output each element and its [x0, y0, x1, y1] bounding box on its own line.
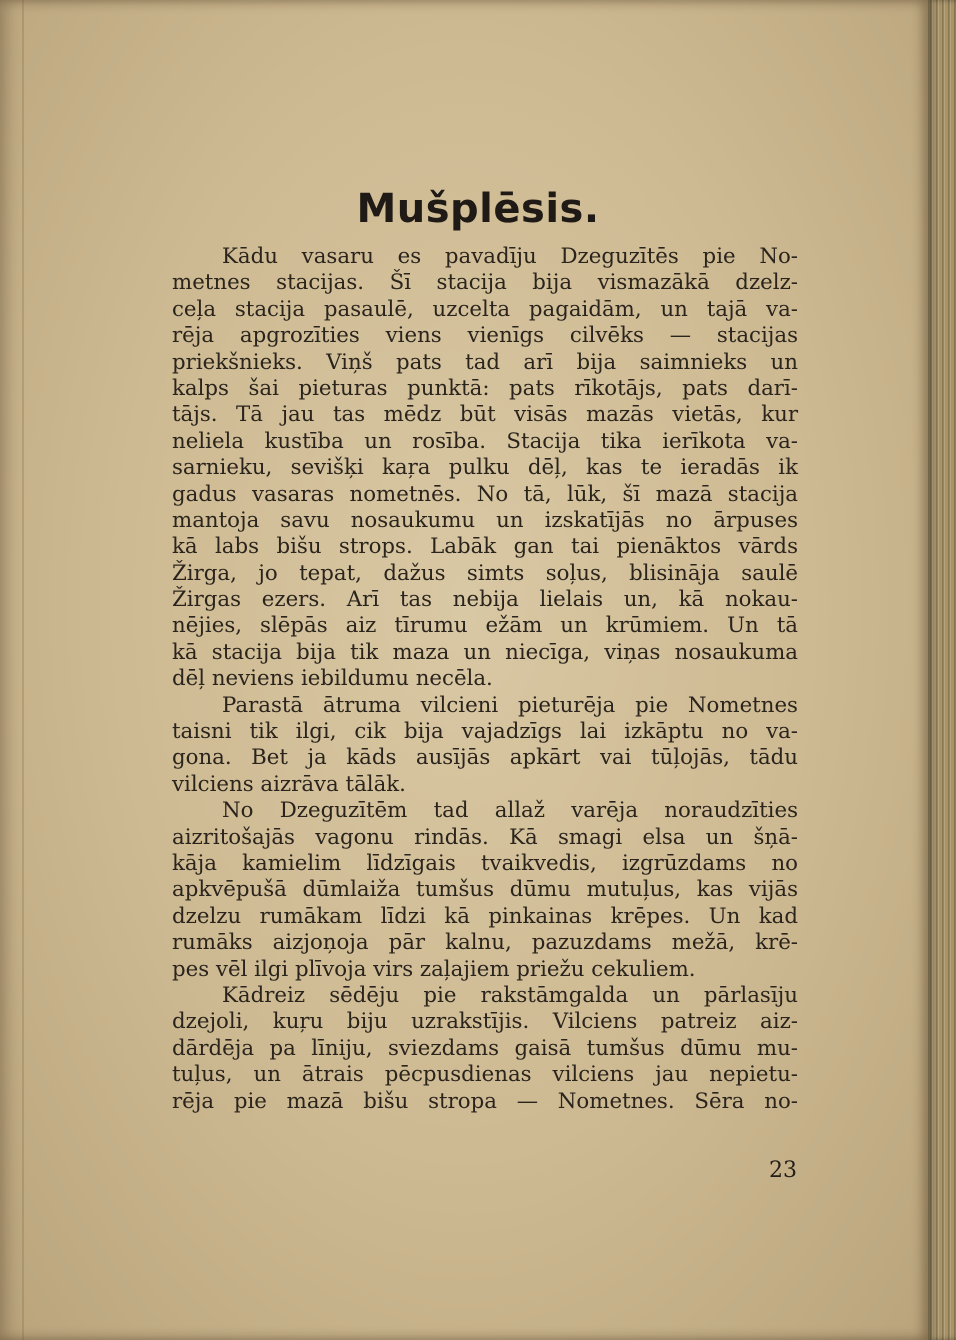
text-line: taisni tik ilgi, cik bija vajadzīgs lai izkāptu no va- — [172, 719, 798, 745]
text-line: kāja kamielim līdzīgais tvaikvedis, izgrūzdams no — [172, 850, 798, 876]
text-line: rēja apgrozīties viens vienīgs cilvēks — stacijas — [172, 323, 798, 349]
text-line: gona. Bet ja kāds ausījās apkārt vai tūļojās, tādu — [172, 745, 798, 771]
body-text — [172, 244, 798, 1115]
text-line: vilciens aizrāva tālāk. — [172, 771, 406, 797]
text-line: kalps šai pieturas punktā: pats rīkotājs, pats darī- — [172, 375, 798, 401]
text-line: No Dzeguzītēm tad allaž varēja noraudzīties — [222, 798, 798, 824]
text-line: nējies, slēpās aiz tīrumu ežām un krūmiem. Un tā — [172, 613, 798, 639]
text-line: Kādu vasaru es pavadīju Dzeguzītēs pie No- — [222, 244, 798, 269]
text-line: dzelzu rumākam līdzi kā pinkainas krēpes. Un kad — [172, 903, 798, 929]
text-line: dārdēja pa līniju, sviezdams gaisā tumšus dūmu mu- — [172, 1035, 798, 1061]
text-line: rumāks aizjoņoja pār kalnu, pazuzdams mežā, krē- — [172, 930, 798, 956]
text-line: Žirga, jo tepat, dažus simts soļus, blisināja saulē — [172, 560, 798, 586]
text-line: neliela kustība un rosība. Stacija tika ierīkota va- — [172, 428, 798, 454]
text-line: Žirgas ezers. Arī tas nebija lielais un, kā nokau- — [172, 587, 798, 613]
text-line: kā stacija bija tik maza un niecīga, viņas nosaukuma — [172, 639, 798, 665]
text-line: rēja pie mazā bišu stropa — Nometnes. Sēra no- — [172, 1088, 798, 1114]
text-line: priekšnieks. Viņš pats tad arī bija saimnieks un — [172, 349, 798, 375]
text-line: dzejoli, kuŗu biju uzrakstījis. Vilciens patreiz aiz- — [172, 1009, 798, 1035]
page-number: 23 — [769, 1158, 797, 1183]
chapter-title: Mušplēsis. — [356, 186, 600, 232]
text-line: mantoja savu nosaukumu un izskatījās no ārpuses — [172, 507, 798, 533]
text-line: gadus vasaras nometnēs. No tā, lūk, šī mazā stacija — [172, 481, 798, 507]
text-line: pes vēl ilgi plīvoja virs zaļajiem priežu cekuliem. — [172, 956, 696, 982]
text-line: dēļ neviens iebildumu necēla. — [172, 666, 493, 692]
text-line: tuļus, un ātrais pēcpusdienas vilciens jau nepietu- — [172, 1062, 798, 1088]
text-line: aizritošajās vagonu rindās. Kā smagi elsa un šņā- — [172, 824, 798, 850]
text-line: sarnieku, sevišķi kaŗa pulku dēļ, kas te ieradās ik — [172, 455, 798, 481]
text-line: Kādreiz sēdēju pie rakstāmgalda un pārlasīju — [222, 982, 798, 1008]
text-line: Parastā ātruma vilcieni pieturēja pie Nometnes — [222, 692, 798, 718]
text-line: tājs. Tā jau tas mēdz būt visās mazās vietās, kur — [172, 402, 798, 428]
text-line: kā labs bišu strops. Labāk gan tai pienāktos vārds — [172, 534, 798, 560]
text-line: ceļa stacija pasaulē, uzcelta pagaidām, un tajā va- — [172, 296, 798, 322]
text-line: apkvēpušā dūmlaiža tumšus dūmu mutuļus, kas vijās — [172, 877, 798, 903]
text-line: metnes stacijas. Šī stacija bija vismazākā dzelz- — [172, 270, 798, 296]
